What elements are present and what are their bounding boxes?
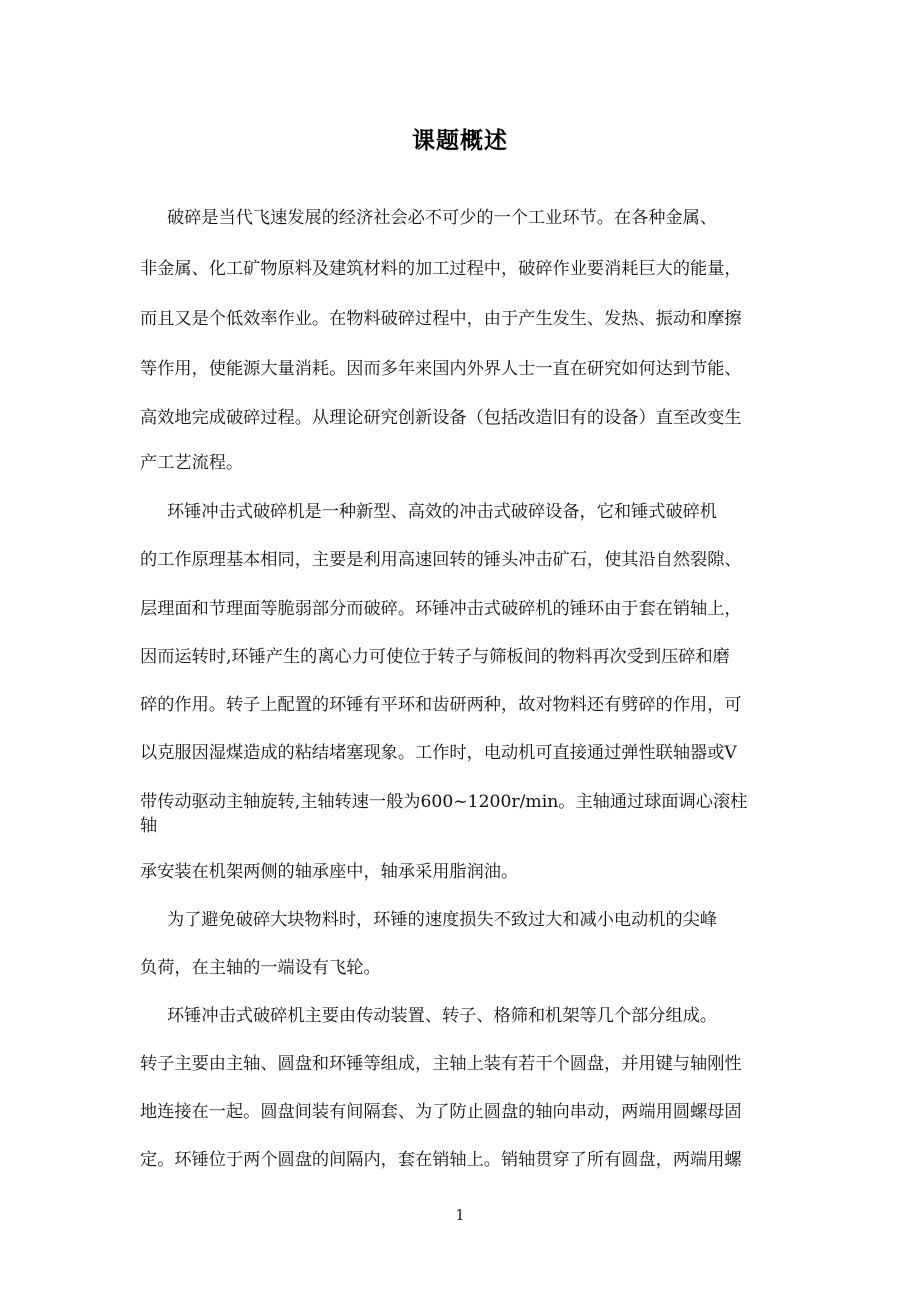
text-line: 等作用，使能源大量消耗。因而多年来国内外界人士一直在研究如何达到节能、	[140, 359, 742, 379]
text-line: 地连接在一起。圆盘间装有间隔套、为了防止圆盘的轴向串动，两端用圆螺母固	[140, 1102, 742, 1122]
text-line: 承安装在机架两侧的轴承座中，轴承采用脂润油。	[140, 862, 519, 882]
text-line: 轴	[140, 816, 158, 836]
text-line: 定。环锤位于两个圆盘的间隔内，套在销轴上。销轴贯穿了所有圆盘，两端用螺	[140, 1150, 742, 1170]
text-line: 高效地完成破碎过程。从理论研究创新设备（包括改造旧有的设备）直至改变生	[140, 408, 742, 428]
text-line: 的工作原理基本相同，主要是利用高速回转的锤头冲击矿石，使其沿自然裂隙、	[140, 550, 742, 570]
text-line: 产工艺流程。	[140, 453, 244, 473]
text-line: 转子主要由主轴、圆盘和环锤等组成，主轴上装有若干个圆盘，并用键与轴刚性	[140, 1054, 742, 1074]
text-line: 以克服因湿煤造成的粘结堵塞现象。工作时，电动机可直接通过弹性联轴器或V	[140, 743, 737, 763]
text-line: 碎的作用。转子上配置的环锤有平环和齿研两种，故对物料还有劈碎的作用，可	[140, 695, 742, 715]
text-line: 因而运转时,环锤产生的离心力可使位于转子与筛板间的物料再次受到压碎和磨	[140, 647, 730, 667]
text-line: 非金属、化工矿物原料及建筑材料的加工过程中，破碎作业要消耗巨大的能量，	[140, 259, 742, 279]
page-number: 1	[455, 1206, 465, 1224]
text-line: 负荷，在主轴的一端设有飞轮。	[140, 958, 381, 978]
text-line: 破碎是当代飞速发展的经济社会必不可少的一个工业环节。在各种金属、	[167, 208, 718, 228]
text-line: 环锤冲击式破碎机是一种新型、高效的冲击式破碎设备，它和锤式破碎机	[167, 502, 718, 522]
text-line: 环锤冲击式破碎机主要由传动装置、转子、格筛和机架等几个部分组成。	[167, 1006, 718, 1026]
text-line: 带传动驱动主轴旋转,主轴转速一般为600~1200r/min。主轴通过球面调心滚柱	[140, 792, 748, 812]
text-line: 为了避免破碎大块物料时，环锤的速度损失不致过大和减小电动机的尖峰	[167, 910, 718, 930]
page-title: 课题概述	[412, 127, 508, 154]
text-line: 层理面和节理面等脆弱部分而破碎。环锤冲击式破碎机的锤环由于套在销轴上，	[140, 599, 742, 619]
text-line: 而且又是个低效率作业。在物料破碎过程中，由于产生发生、发热、振动和摩擦	[140, 309, 742, 329]
